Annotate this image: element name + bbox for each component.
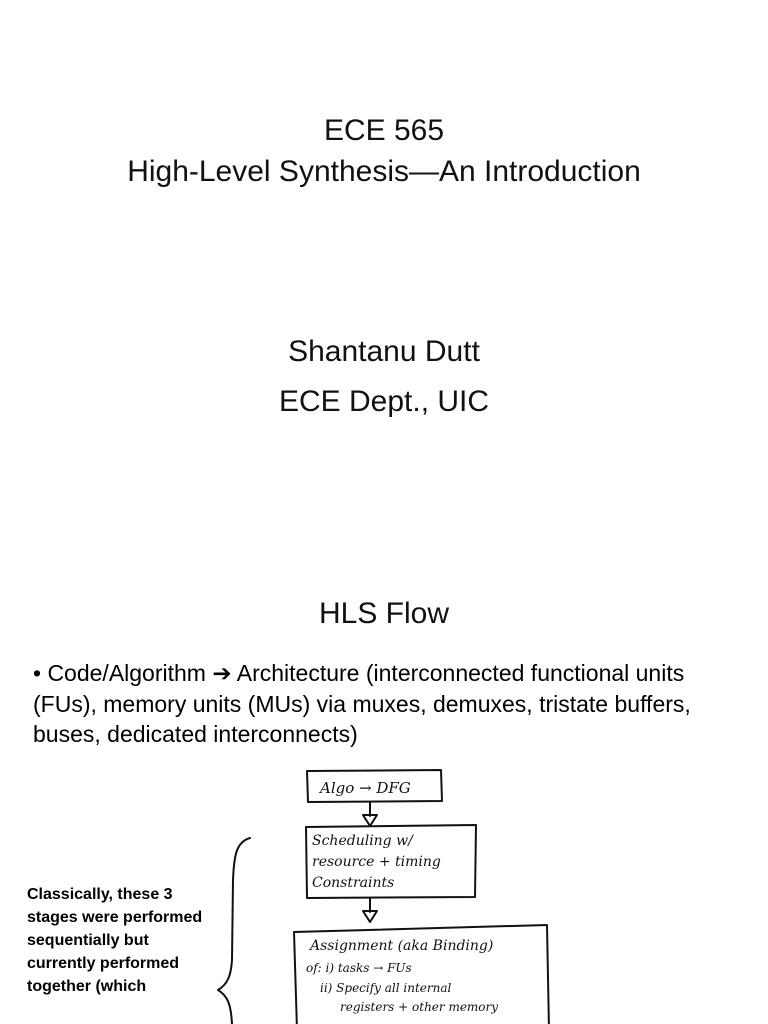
author-name: Shantanu Dutt xyxy=(288,335,480,368)
bullet-text-start: • Code/Algorithm xyxy=(33,660,213,686)
flowchart-box-2-line-2: resource + timing xyxy=(312,854,441,870)
slide-title: HLS Flow xyxy=(318,597,450,630)
flowchart-box-3-line-4: registers + other memory xyxy=(340,1000,499,1014)
curly-brace-icon xyxy=(218,838,250,1024)
author-department: ECE Dept., UIC xyxy=(278,385,490,418)
flowchart-box-3-line-3: ii) Specify all internal xyxy=(320,981,452,995)
flowchart-box-2-line-3: Constraints xyxy=(312,875,395,891)
flowchart-box-1-label: Algo → DFG xyxy=(320,779,411,797)
flowchart-box-3-line-2: of: i) tasks → FUs xyxy=(306,961,412,975)
presentation-subtitle: High-Level Synthesis—An Introduction xyxy=(127,155,641,188)
arrow-icon: ➔ xyxy=(212,661,232,687)
side-note: Classically, these 3 stages were performed sequentially but currently performed together (which xyxy=(27,886,203,995)
flowchart-box-2-line-1: Scheduling w/ xyxy=(312,833,413,849)
bullet-text-end: Architecture (interconnected functional units (FUs), memory units (MUs) via muxes, demuxes, tristate buffers, buses, dedicated interconnects) xyxy=(33,660,691,747)
flowchart-box-3-line-1: Assignment (aka Binding) xyxy=(310,938,494,954)
course-title: ECE 565 xyxy=(323,114,445,147)
